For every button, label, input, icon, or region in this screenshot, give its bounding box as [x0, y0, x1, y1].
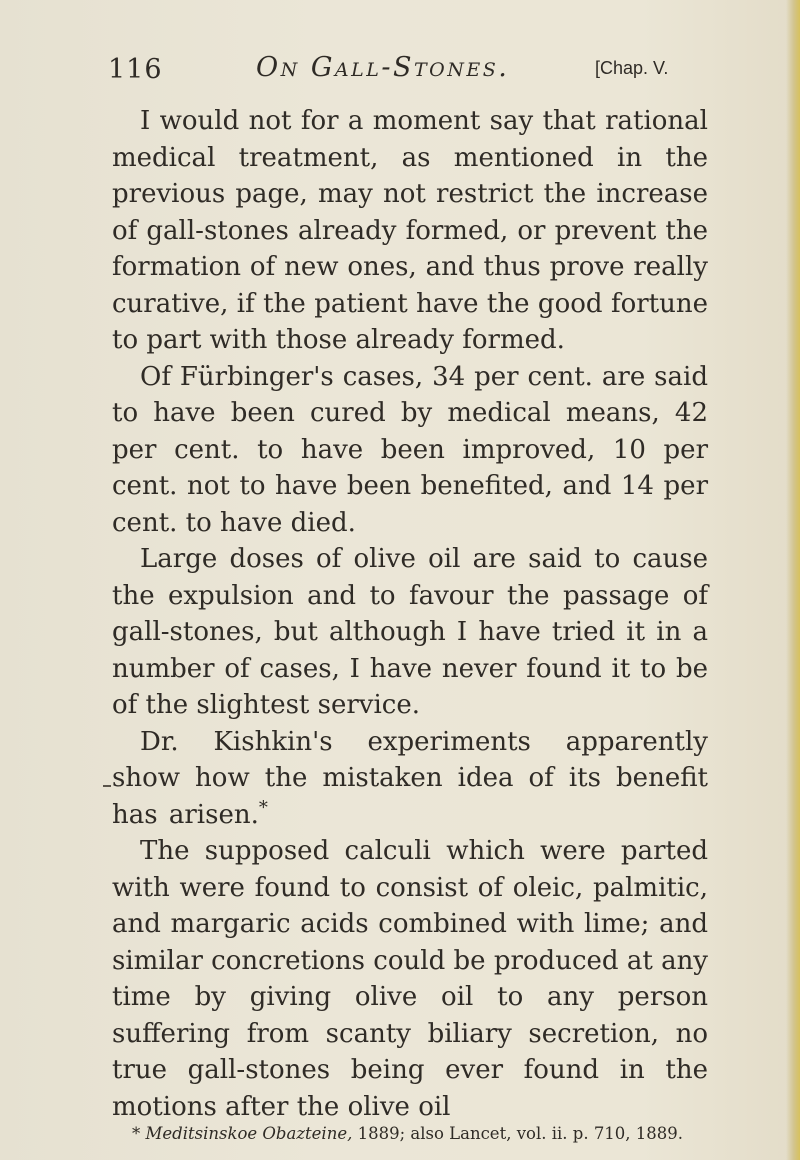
- page-number: 116: [108, 54, 163, 85]
- margin-mark: [103, 785, 111, 787]
- page-edge: [786, 0, 800, 1160]
- paragraph-text: Dr. Kishkin's experiments apparently show how the mistaken idea of its benefit has arisen.: [112, 726, 708, 830]
- chapter-label: [Chap. V.: [595, 58, 669, 78]
- footnote: [132, 1124, 712, 1143]
- footnote-marker: *: [132, 1124, 141, 1143]
- paragraph: I would not for a moment say that rational medical treatment, as mentioned in the previous page, may not restrict the increase of gall-stones already formed, or prevent the formation of new ones, and thus prove really curative, if the patient have the good fortune to part with those already formed.: [112, 106, 708, 355]
- running-title: On Gall-Stones.: [256, 52, 510, 83]
- paragraph: Of Fürbinger's cases, 34 per cent. are said to have been cured by medical means, 42 per cent. to have been improved, 10 per cent. not to have been benefited, and 14 per cent. to have died.: [112, 361, 708, 538]
- footnote-text: 1889; also Lancet, vol. ii. p. 710, 1889.: [357, 1124, 684, 1143]
- footnote-source-title: Meditsinskoe Obazteine,: [145, 1124, 353, 1143]
- paragraph: [112, 724, 708, 834]
- footnote-marker: *: [258, 796, 268, 818]
- paragraph: The supposed calculi which were parted with were found to consist of oleic, palmitic, and margaric acids combined with lime; and similar concretions could be produced at any time by giving olive oil to any person suffering from scanty biliary secretion, no true gall-stones being ever found in the motions after the olive oil: [112, 836, 708, 1122]
- running-header: [108, 54, 708, 88]
- paragraph: Large doses of olive oil are said to cause the expulsion and to favour the passage of gall-stones, but although I have tried it in a number of cases, I have never found it to be of the slightest service.: [112, 544, 708, 720]
- body-text: [112, 103, 708, 1125]
